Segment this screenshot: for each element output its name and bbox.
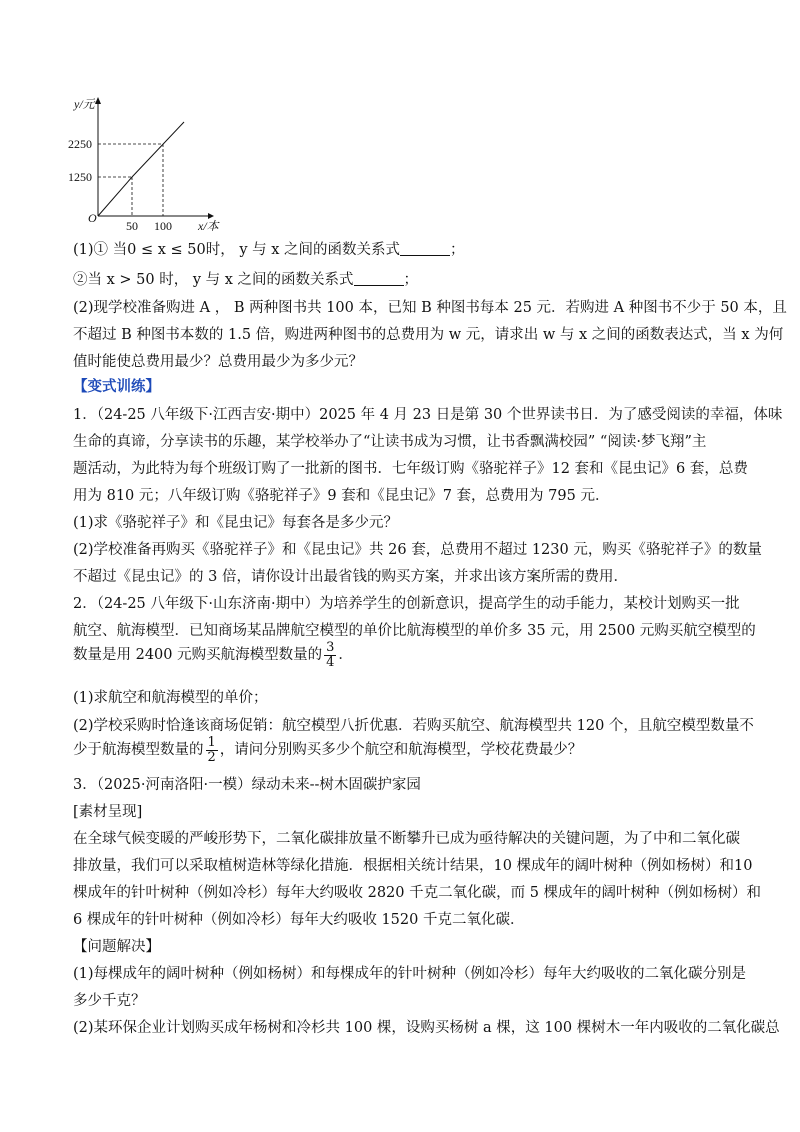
part2-line3: 值时能使总费用最少？总费用最少为多少元？ [73, 354, 363, 370]
segment-1 [98, 177, 132, 216]
q1-line5: (1)求《骆驼祥子》和《昆虫记》每套各是多少元？ [73, 515, 399, 531]
q3-line6: 6 棵成年的针叶树种（例如冷杉）每年大约吸收 1520 千克二氧化碳． [73, 912, 525, 928]
q3-material-heading: [素材呈现] [73, 804, 143, 820]
part2-line1: (2)现学校准备购进 A ， B 两种图书共 100 本，已知 B 种图书每本 25 元．若购进 A 种图书不少于 50 本，且 [73, 300, 787, 316]
q3-line10: (2)某环保企业计划购买成年杨树和冷杉共 100 棵，设购买杨树 a 棵，这 100 棵树木一年内吸收的二氧化碳总 [73, 1020, 780, 1036]
q3-line8: (1)每棵成年的阔叶树种（例如杨树）和每棵成年的针叶树种（例如冷杉）每年大约吸收的二氧化碳分别是 [73, 966, 747, 982]
q3-line1: 3．（2025·河南洛阳·一模）绿动未来--树木固碳护家园 [73, 777, 421, 793]
answer-blank-1[interactable] [400, 241, 450, 256]
y-tick-2250: 2250 [68, 137, 92, 151]
y-tick-1250: 1250 [68, 170, 92, 184]
variant-training-heading: 【变式训练】 [73, 378, 160, 395]
q2-line3: 数量是用 2400 元购买航海模型数量的 $\frac{3}{4}$ ． [73, 639, 353, 670]
q1-line4: 用为 810 元；八年级订购《骆驼祥子》9 套和《昆虫记》7 套，总费用为 795 元． [73, 488, 610, 504]
q2-line6: 少于航海模型数量的 $\frac{1}{2}$ ，请问分别购买多少个航空和航海模型，学校花费最少？ [73, 734, 583, 765]
q3-line9: 多少千克？ [73, 993, 146, 1009]
segment-2 [132, 122, 184, 177]
y-axis-label: y/元 [74, 97, 95, 111]
fraction-three-quarters: $\frac{3}{4}$ [326, 639, 335, 670]
q2-line5: (2)学校采购时恰逢该商场促销：航空模型八折优惠．若购买航空、航海模型共 120 个，且航空模型数量不 [73, 718, 754, 734]
y-axis-arrow [95, 97, 101, 104]
q3-line5: 棵成年的针叶树种（例如冷杉）每年大约吸收 2820 千克二氧化碳，而 5 棵成年的阔叶树种（例如杨树）和 [73, 885, 762, 901]
q2-line1: 2．（24-25 八年级下·山东济南·期中）为培养学生的创新意识，提高学生的动手能力，某校计划购买一批 [73, 596, 740, 612]
part2-line2: 不超过 B 种图书本数的 1.5 倍，购进两种图书的总费用为 w 元，请求出 w 与 x 之间的函数表达式，当 x 为何 [73, 327, 784, 343]
answer-blank-2[interactable] [354, 271, 404, 286]
q1-line2: 生命的真谛，分享读书的乐趣，某学校举办了“让读书成为习惯，让书香飘满校园” “阅读·梦飞翔”主 [73, 434, 707, 450]
fraction-one-half: $\frac{1}{2}$ [207, 734, 216, 765]
part1-line1: (1)① 当0 ≤ x ≤ 50时， y 与 x 之间的函数关系式 ； [73, 242, 465, 258]
x-axis-label: x/本 [198, 219, 219, 233]
q1-line1: 1．（24-25 八年级下·江西吉安·期中）2025 年 4 月 23 日是第 30 个世界读书日．为了感受阅读的幸福，体味 [73, 407, 783, 423]
q3-line4: 排放量，我们可以采取植树造林等绿化措施．根据相关统计结果，10 棵成年的阔叶树种（例如杨树）和10 [73, 858, 753, 874]
q1-line7: 不超过《昆虫记》的 3 倍，请你设计出最省钱的购买方案，并求出该方案所需的费用． [73, 569, 628, 585]
x-tick-50: 50 [126, 219, 138, 233]
part1-line2: ②当 x > 50 时， y 与 x 之间的函数关系式 ； [73, 272, 419, 288]
q3-line3: 在全球气候变暖的严峻形势下，二氧化碳排放量不断攀升已成为亟待解决的关键问题，为了中和二氧化碳 [73, 831, 740, 847]
function-graph [68, 84, 248, 234]
q3-problem-heading: 【问题解决】 [73, 939, 160, 955]
q2-line4: (1)求航空和航海模型的单价； [73, 690, 268, 706]
x-tick-100: 100 [154, 219, 172, 233]
q1-line6: (2)学校准备再购买《骆驼祥子》和《昆虫记》共 26 套，总费用不超过 1230 元，购买《骆驼祥子》的数量 [73, 542, 762, 558]
q2-line2: 航空、航海模型．已知商场某品牌航空模型的单价比航海模型的单价多 35 元，用 2500 元购买航空模型的 [73, 623, 756, 639]
origin-label: O [88, 211, 97, 225]
q1-line3: 题活动，为此特为每个班级订购了一批新的图书．七年级订购《骆驼祥子》12 套和《昆虫记》6 套，总费 [73, 461, 748, 477]
